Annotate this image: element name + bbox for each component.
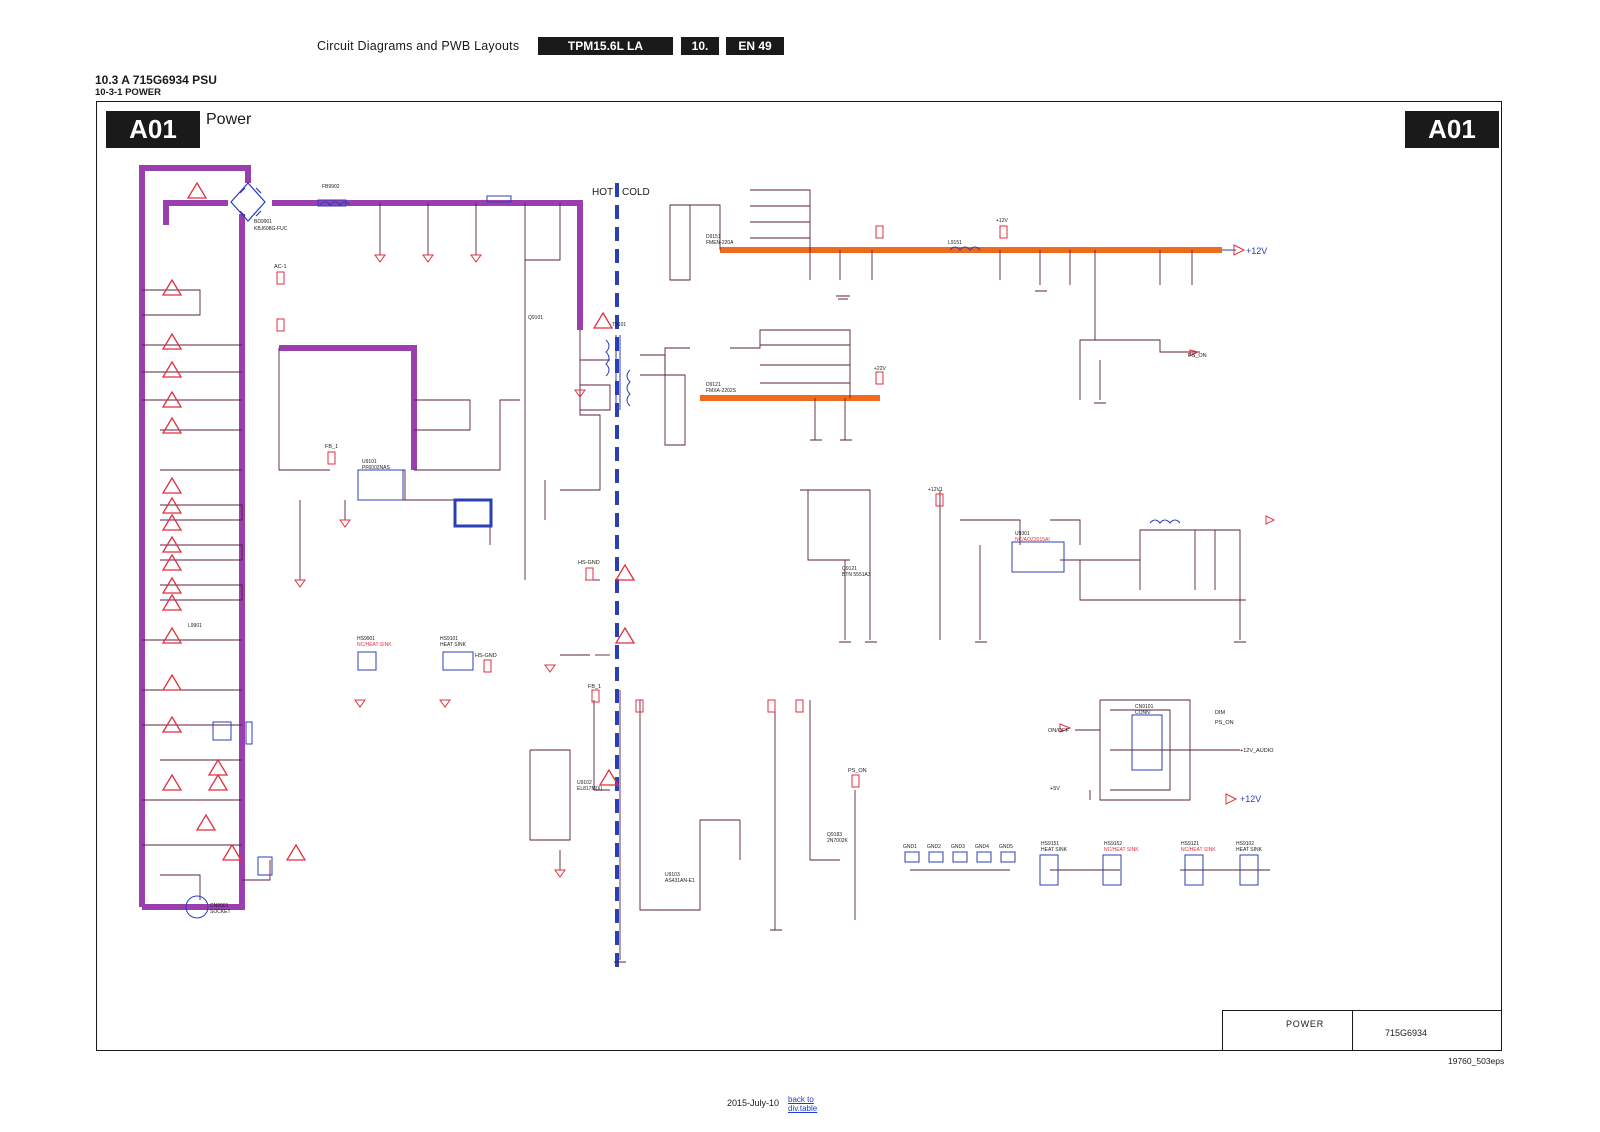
q9183-ref: Q9183: [827, 832, 843, 838]
page-badge: EN 49: [726, 37, 784, 55]
hs9152-ref: HS9152: [1104, 841, 1123, 847]
gnd1-label: GND1: [903, 844, 917, 850]
fb-label: FB_1: [325, 444, 339, 450]
schematic-components: [186, 196, 1258, 918]
d9121-ref: D9121: [706, 382, 721, 388]
hs9121-ref: HS9121: [1181, 841, 1200, 847]
hs9152-value: NC/HEAT SINK: [1104, 847, 1139, 853]
u9103-ref: U9103: [665, 872, 680, 878]
d9151-ref: D9151: [706, 234, 721, 240]
hs9102-value: HEAT SINK: [1236, 847, 1262, 853]
cold-side-label: COLD: [622, 187, 650, 198]
hs9121-value: NC/HEAT SINK: [1181, 847, 1216, 853]
u9301-ref: U9301: [1015, 531, 1030, 537]
rail-12v-label: +12V: [996, 218, 1008, 224]
subsection-heading: 10-3-1 POWER: [95, 87, 161, 98]
title-block-name: POWER: [1286, 1019, 1325, 1029]
bd9901-ref: BD9901: [254, 219, 273, 225]
u9101-ref: U9101: [362, 459, 377, 465]
on-off-label: ON/OFF: [1048, 728, 1069, 734]
l9151-ref: L9151: [948, 240, 962, 246]
gnd5-label: GND5: [999, 844, 1013, 850]
chapter-badge: 10.: [681, 37, 719, 55]
rail-12v-out-label: +12V: [1246, 246, 1268, 256]
safety-warning-icons: [163, 183, 634, 860]
back-link-line1: back to: [788, 1095, 814, 1104]
d9121-value: FMXA-2202S: [706, 388, 737, 394]
secondary-rail-trace: [700, 250, 1222, 398]
sheet-name: Power: [206, 111, 252, 128]
schematic-wiring: [142, 190, 1270, 960]
t9101-ref: T9101: [612, 322, 627, 328]
back-to-div-table-link[interactable]: [788, 1095, 817, 1113]
rail-12v-audio-label: +12V_AUDIO: [1240, 748, 1274, 754]
u9103-value: AS431AN-E1: [665, 878, 695, 884]
bridge-rectifier: [231, 183, 265, 221]
gnd2-label: GND2: [927, 844, 941, 850]
hs9151-value: HEAT SINK: [1041, 847, 1067, 853]
l9901-ref: L9901: [188, 623, 202, 629]
ps-on-label-2: PS_ON: [848, 768, 867, 774]
q9183-value: 2N7002K: [827, 838, 848, 844]
fb-label-2: FB_1: [588, 684, 602, 690]
u9301-value: NC/AOZ3015AI: [1015, 537, 1050, 543]
hs9101-ref: HS9101: [440, 636, 459, 642]
u9102-ref: U9102: [577, 780, 592, 786]
ac-label: AC-1: [274, 264, 287, 270]
footer-date: 2015-July-10: [727, 1098, 780, 1108]
hs9151-ref: HS9151: [1041, 841, 1060, 847]
back-link-line2: div.table: [788, 1104, 818, 1113]
gnd3-label: GND3: [951, 844, 965, 850]
eps-reference: 19760_503eps: [1448, 1056, 1505, 1066]
hs9901-ref: HS9901: [357, 636, 376, 642]
rail-12v1-label: +12V1: [928, 487, 943, 493]
hs9102-ref: HS9102: [1236, 841, 1255, 847]
section-heading: 10.3 A 715G6934 PSU: [95, 73, 217, 87]
hs-gnd-label: HS-GND: [578, 560, 600, 566]
hs-gnd-label-2: HS-GND: [475, 653, 497, 659]
u9102-value: EL817M(X): [577, 786, 603, 792]
title-block: [1222, 1010, 1502, 1051]
cn9101-ref: CN9101: [1135, 704, 1154, 710]
rail-22v-label: +22V: [874, 366, 886, 372]
d9151-value: FMEN-220A: [706, 240, 734, 246]
model-badge: TPM15.6L LA: [538, 37, 673, 55]
cn9901-value: SOCKET: [210, 909, 231, 915]
primary-power-trace: [142, 168, 580, 907]
gnd4-label: GND4: [975, 844, 989, 850]
net-flags: [277, 226, 1274, 804]
rail-12v-audio-out-label: +12V: [1240, 794, 1262, 804]
cn9101-value: CONN: [1135, 710, 1150, 716]
hot-side-label: HOT: [592, 187, 614, 198]
q9101-ref: Q9101: [528, 315, 544, 321]
hs9101-value: HEAT SINK: [440, 642, 466, 648]
document-header-title: Circuit Diagrams and PWB Layouts: [317, 39, 520, 53]
title-block-number: 715G6934: [1385, 1028, 1428, 1038]
rail-5v-label: +5V: [1050, 786, 1060, 792]
bd9901-value: KBJ608G-FUC: [254, 226, 288, 232]
ps-on-conn-label: PS_ON: [1215, 720, 1234, 726]
sheet-badge-right: A01: [1405, 111, 1499, 148]
q9121-ref: Q9121: [842, 566, 858, 572]
cn9901-ref: CN9901: [210, 903, 229, 909]
u9101-value: PF6002NAS: [362, 465, 390, 471]
fb9902-ref: FB9902: [322, 184, 340, 190]
sheet-badge-left: A01: [106, 111, 200, 148]
hs9901-value: NC/HEAT SINK: [357, 642, 392, 648]
dim-label: DIM: [1215, 710, 1226, 716]
q9121-value: BTN 5551A3: [842, 572, 871, 578]
title-block-divider: [1352, 1011, 1353, 1051]
ps-on-label: PS_ON: [1188, 353, 1207, 359]
